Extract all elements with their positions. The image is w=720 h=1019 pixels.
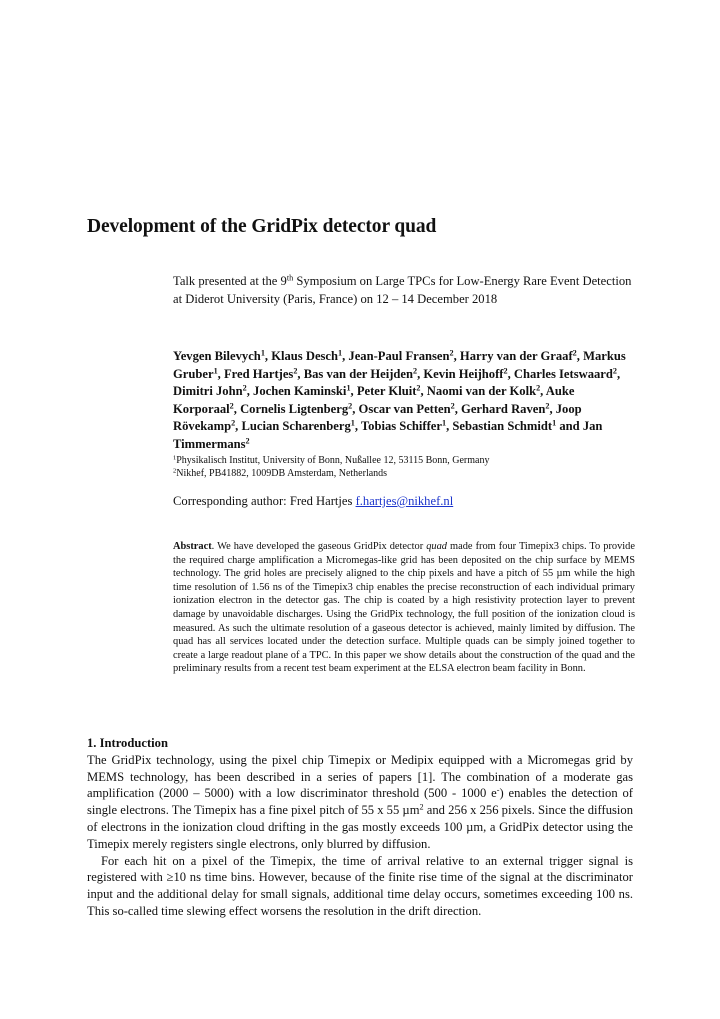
author-affiliation-mark: 2 <box>348 401 353 411</box>
paper-title: Development of the GridPix detector quad <box>87 216 437 237</box>
author-affiliation-mark: 2 <box>536 383 541 393</box>
email-link[interactable]: f.hartjes@nikhef.nl <box>355 494 454 508</box>
author-name: Jean-Paul Fransen <box>348 349 450 363</box>
author-affiliation-mark: 2 <box>612 366 617 376</box>
author-affiliation-mark: 2 <box>503 366 508 376</box>
author-name: Markus Gruber <box>173 349 626 381</box>
author-name: Jochen Kaminski <box>253 384 347 399</box>
author-name: Peter Kluit <box>356 384 417 399</box>
intro-paragraph-1: The GridPix technology, using the pixel chip Timepix or Medipix equipped with a Micromegas grid by MEMS technology, has been described in a series of papers [1]. The combination of a moderate gas amplification (2000 – 5000) with a low discriminator threshold (500 - 1000 e-) enables the detection of single electrons. The Timepix has a fine pixel pitch of 55 x 55 µm$^2$ and 256 x 256 pixels. Since the diffusion of electrons in the ionization cloud drifting in the gas mostly exceeds 100 µm, a GridPix detector using the Timepix merely registers single electrons, only blurred by diffusion. <box>87 752 633 851</box>
author-affiliation-mark: 1 <box>346 383 351 393</box>
abstract-label: Abstract <box>173 541 212 552</box>
author-name: Jan Timmermans <box>173 419 603 451</box>
author-affiliation-mark: 2 <box>545 401 550 411</box>
author-name: Bas van der Heijden <box>303 366 413 381</box>
author-list: Yevgen Bilevych$^1$, Klaus Desch$^1$, Jean-Paul Fransen$^2$, Harry van der Graaf$^2$, Markus Gruber$^1$, Fred Hartjes$^2$, Bas van der Heijden$^2$, Kevin Heijhoff$^2$, Charles Ietswaard$^2$, Dimitri John$^2$, Jochen Kaminski$^1$, Peter Kluit$^2$, Naomi van der Kolk$^2$, Auke Korporaal$^2$, Cornelis Ligtenberg$^2$, Oscar van Petten$^2$, Gerhard Raven$^2$, Joop Rövekamp$^2$, Lucian Scharenberg$^1$, Tobias Schiffer$^1$, Sebastian Schmidt$^1$ and Jan Timmermans$^2$ <box>173 348 626 451</box>
author-name: Harry van der Graaf <box>459 349 573 363</box>
corresponding-author: Corresponding author: Fred Hartjes f.hartjes@nikhef.nl <box>173 494 454 508</box>
author-affiliation-mark: 2 <box>416 383 421 393</box>
author-name: Yevgen Bilevych <box>173 349 261 363</box>
affiliation-1: $^1$Physikalisch Institut, University of Bonn, Nußallee 12, 53115 Bonn, Germany <box>173 454 490 466</box>
section-heading: 1. Introduction <box>87 736 168 750</box>
author-name: Naomi van der Kolk <box>426 384 537 399</box>
affiliations <box>173 455 635 480</box>
intro-paragraph-2: For each hit on a pixel of the Timepix, the time of arrival relative to an external trigger signal is registered with ≥10 ns time bins. However, because of the finite rise time of the signal at the discriminator input and the additional delay for small signals, additional time delay occurs, sometimes exceeding 100 ns. This so-called time slewing effect worsens the resolution in the drift direction. <box>87 853 633 918</box>
author-name: Oscar van Petten <box>358 401 451 416</box>
author-affiliation-mark: 1 <box>441 418 447 428</box>
author-name: Charles Ietswaard <box>513 366 613 381</box>
talk-info: Talk presented at the 9th Symposium on Large TPCs for Low-Energy Rare Event Detection at Diderot University (Paris, France) on 12 – 14 December 2018 <box>173 273 632 306</box>
affiliation-2: $^2$Nikhef, PB41882, 1009DB Amsterdam, Netherlands <box>173 466 388 479</box>
author-affiliation-mark: 2 <box>229 401 234 411</box>
author-name: Sebastian Schmidt <box>452 419 553 434</box>
author-affiliation-mark: 1 <box>260 348 265 358</box>
author-affiliation-mark: 1 <box>552 418 557 428</box>
author-affiliation-mark: 2 <box>231 418 236 428</box>
abstract: Abstract. We have developed the gaseous GridPix detector quad made from four Timepix3 chips. To provide the required charge amplification a Micromegas-like grid has been deposited on the chip surface by MEMS technology. The grid holes are precisely aligned to the chip pixels and have a pitch of 55 µm while the high time resolution of 1.56 ns of the Timepix3 chip enables the precise reconstruction of each individual primary ionization electron in the detector gas. The chip is coated by a high resistivity protection layer to prevent damage by unavoidable discharges. Using the GridPix technology, the full position of the ionization cloud is measured. As such the ultimate resolution of a gaseous detector is achieved, mainly limited by diffusion. The quad has all services located under the detection surface. Multiple quads can be simply joined together to create a large readout plane of a TPC. In this paper we show details about the construction of the quad and the preliminary results from a recent test beam experiment at the ELSA electron beam facility in Bonn. <box>173 541 635 675</box>
author-name: Cornelis Ligtenberg <box>240 401 349 416</box>
author-name: Joop Rövekamp <box>173 401 582 434</box>
author-name: Gerhard Raven <box>461 401 546 416</box>
author-affiliation-mark: 2 <box>450 401 455 411</box>
author-affiliation-mark: 2 <box>293 366 298 376</box>
author-affiliation-mark: 2 <box>449 348 454 358</box>
author-name: Auke Korporaal <box>173 384 575 416</box>
author-affiliation-mark: 2 <box>245 436 250 446</box>
author-affiliation-mark: 2 <box>572 348 577 358</box>
author-name: Lucian Scharenberg <box>241 419 351 434</box>
author-name: Klaus Desch <box>271 349 339 363</box>
author-affiliation-mark: 1 <box>338 348 343 358</box>
author-name: Fred Hartjes <box>223 366 294 381</box>
author-affiliation-mark: 2 <box>413 366 418 376</box>
author-affiliation-mark: 1 <box>213 366 218 376</box>
author-name: Kevin Heijhoff <box>423 366 504 381</box>
author-affiliation-mark: 1 <box>350 418 355 428</box>
introduction-section <box>87 735 633 920</box>
author-name: Tobias Schiffer <box>360 419 442 434</box>
author-name: Dimitri John <box>173 384 243 399</box>
author-affiliation-mark: 2 <box>242 383 247 393</box>
